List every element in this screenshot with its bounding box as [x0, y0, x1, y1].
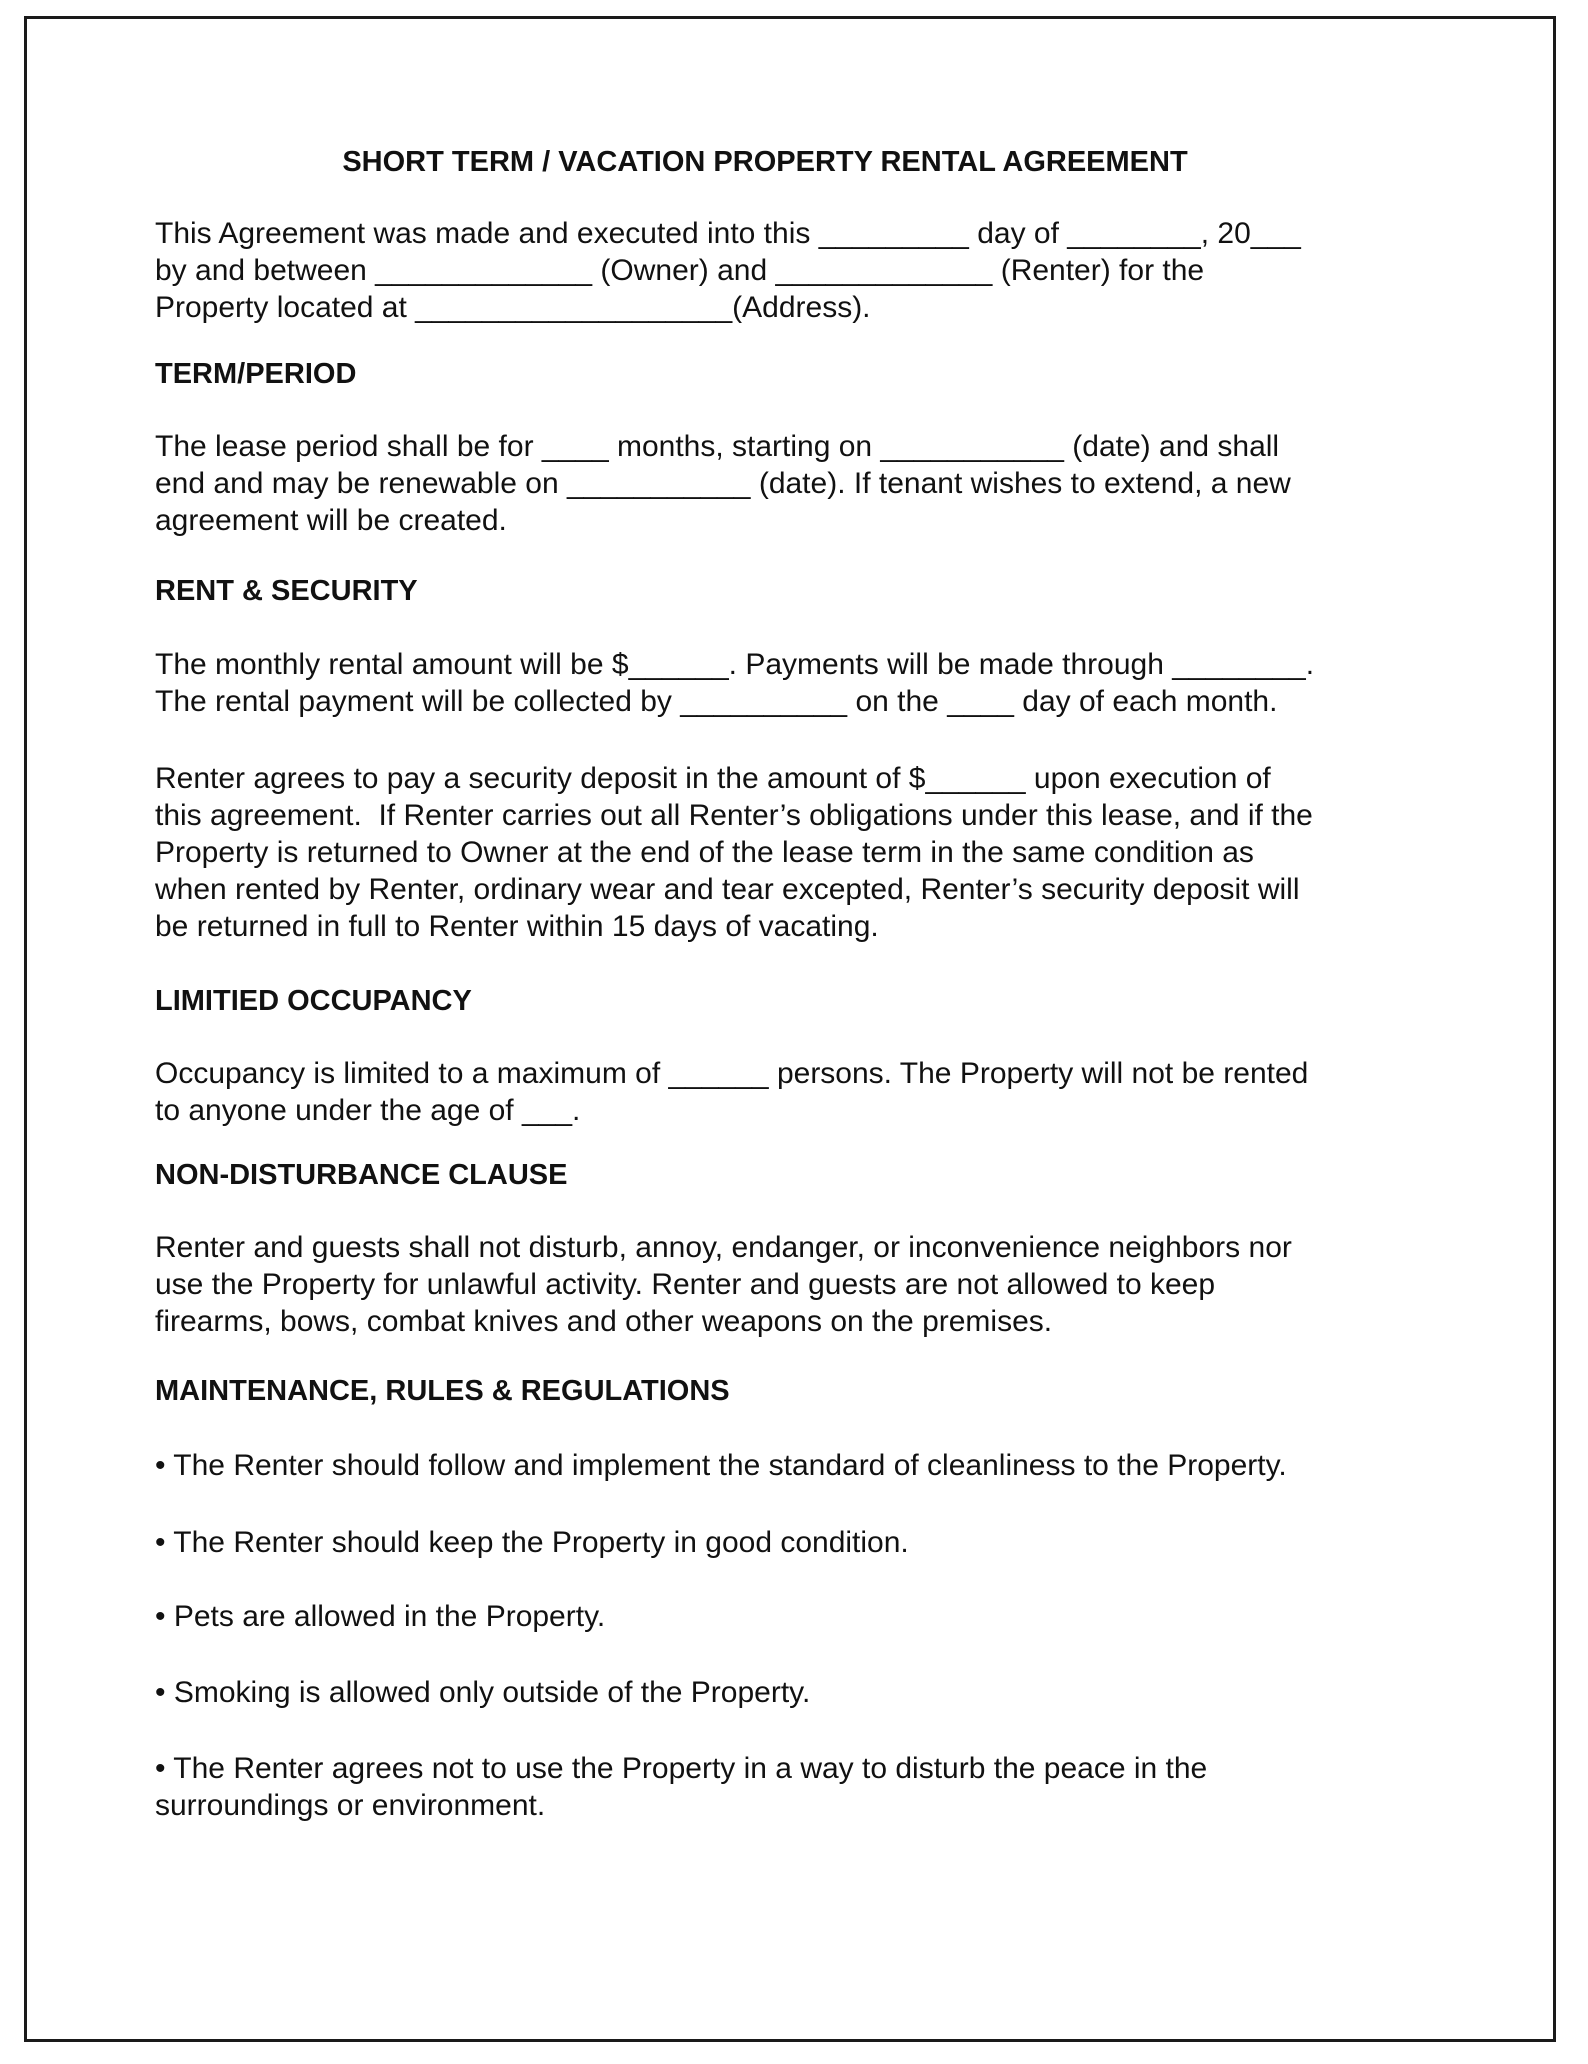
- disturbance-paragraph: Renter and guests shall not disturb, annoy, endanger, or inconvenience neighbors nor use the Property for unlawful activity. Renter and guests are not allowed to keep firearms, bows, combat knives and other weapons on the premises.: [155, 1231, 1292, 1338]
- list-item: • Smoking is allowed only outside of the Property.: [155, 1676, 811, 1709]
- list-item: • The Renter should keep the Property in good condition.: [155, 1526, 909, 1559]
- list-item: • The Renter agrees not to use the Property in a way to disturb the peace in the surroundings or environment.: [155, 1752, 1208, 1822]
- heading-rent: RENT & SECURITY: [155, 575, 418, 607]
- heading-occupancy: LIMITIED OCCUPANCY: [155, 985, 472, 1017]
- heading-disturbance: NON-DISTURBANCE CLAUSE: [155, 1159, 568, 1191]
- heading-maintenance: MAINTENANCE, RULES & REGULATIONS: [155, 1375, 730, 1407]
- document-title: SHORT TERM / VACATION PROPERTY RENTAL AGREEMENT: [342, 146, 1188, 178]
- occupancy-paragraph: Occupancy is limited to a maximum of ______ persons. The Property will not be rented to anyone under the age of ___.: [155, 1057, 1309, 1127]
- rent-paragraph: The monthly rental amount will be $______. Payments will be made through ________. The rental payment will be collected by __________ on the ____ day of each month.: [155, 648, 1315, 718]
- heading-term: TERM/PERIOD: [155, 358, 357, 390]
- list-item: • The Renter should follow and implement the standard of cleanliness to the Property.: [155, 1449, 1287, 1482]
- intro-paragraph: This Agreement was made and executed into this _________ day of ________, 20___ by and between _____________ (Owner) and _____________ (Renter) for the Property located at ___________________(Address).: [155, 217, 1301, 324]
- security-paragraph: Renter agrees to pay a security deposit in the amount of $______ upon execution of this agreement. If Renter carries out all Renter’s obligations under this lease, and if the Property is returned to Owner at the end of the lease term in the same condition as when rented by Renter, ordinary wear and tear excepted, Renter’s security deposit will be returned in full to Renter within 15 days of vacating.: [155, 762, 1313, 943]
- document-body: [155, 146, 1435, 1824]
- term-paragraph: The lease period shall be for ____ months, starting on ___________ (date) and shall end and may be renewable on ___________ (date). If tenant wishes to extend, a new agreement will be created.: [155, 430, 1291, 537]
- list-item: • Pets are allowed in the Property.: [155, 1600, 606, 1633]
